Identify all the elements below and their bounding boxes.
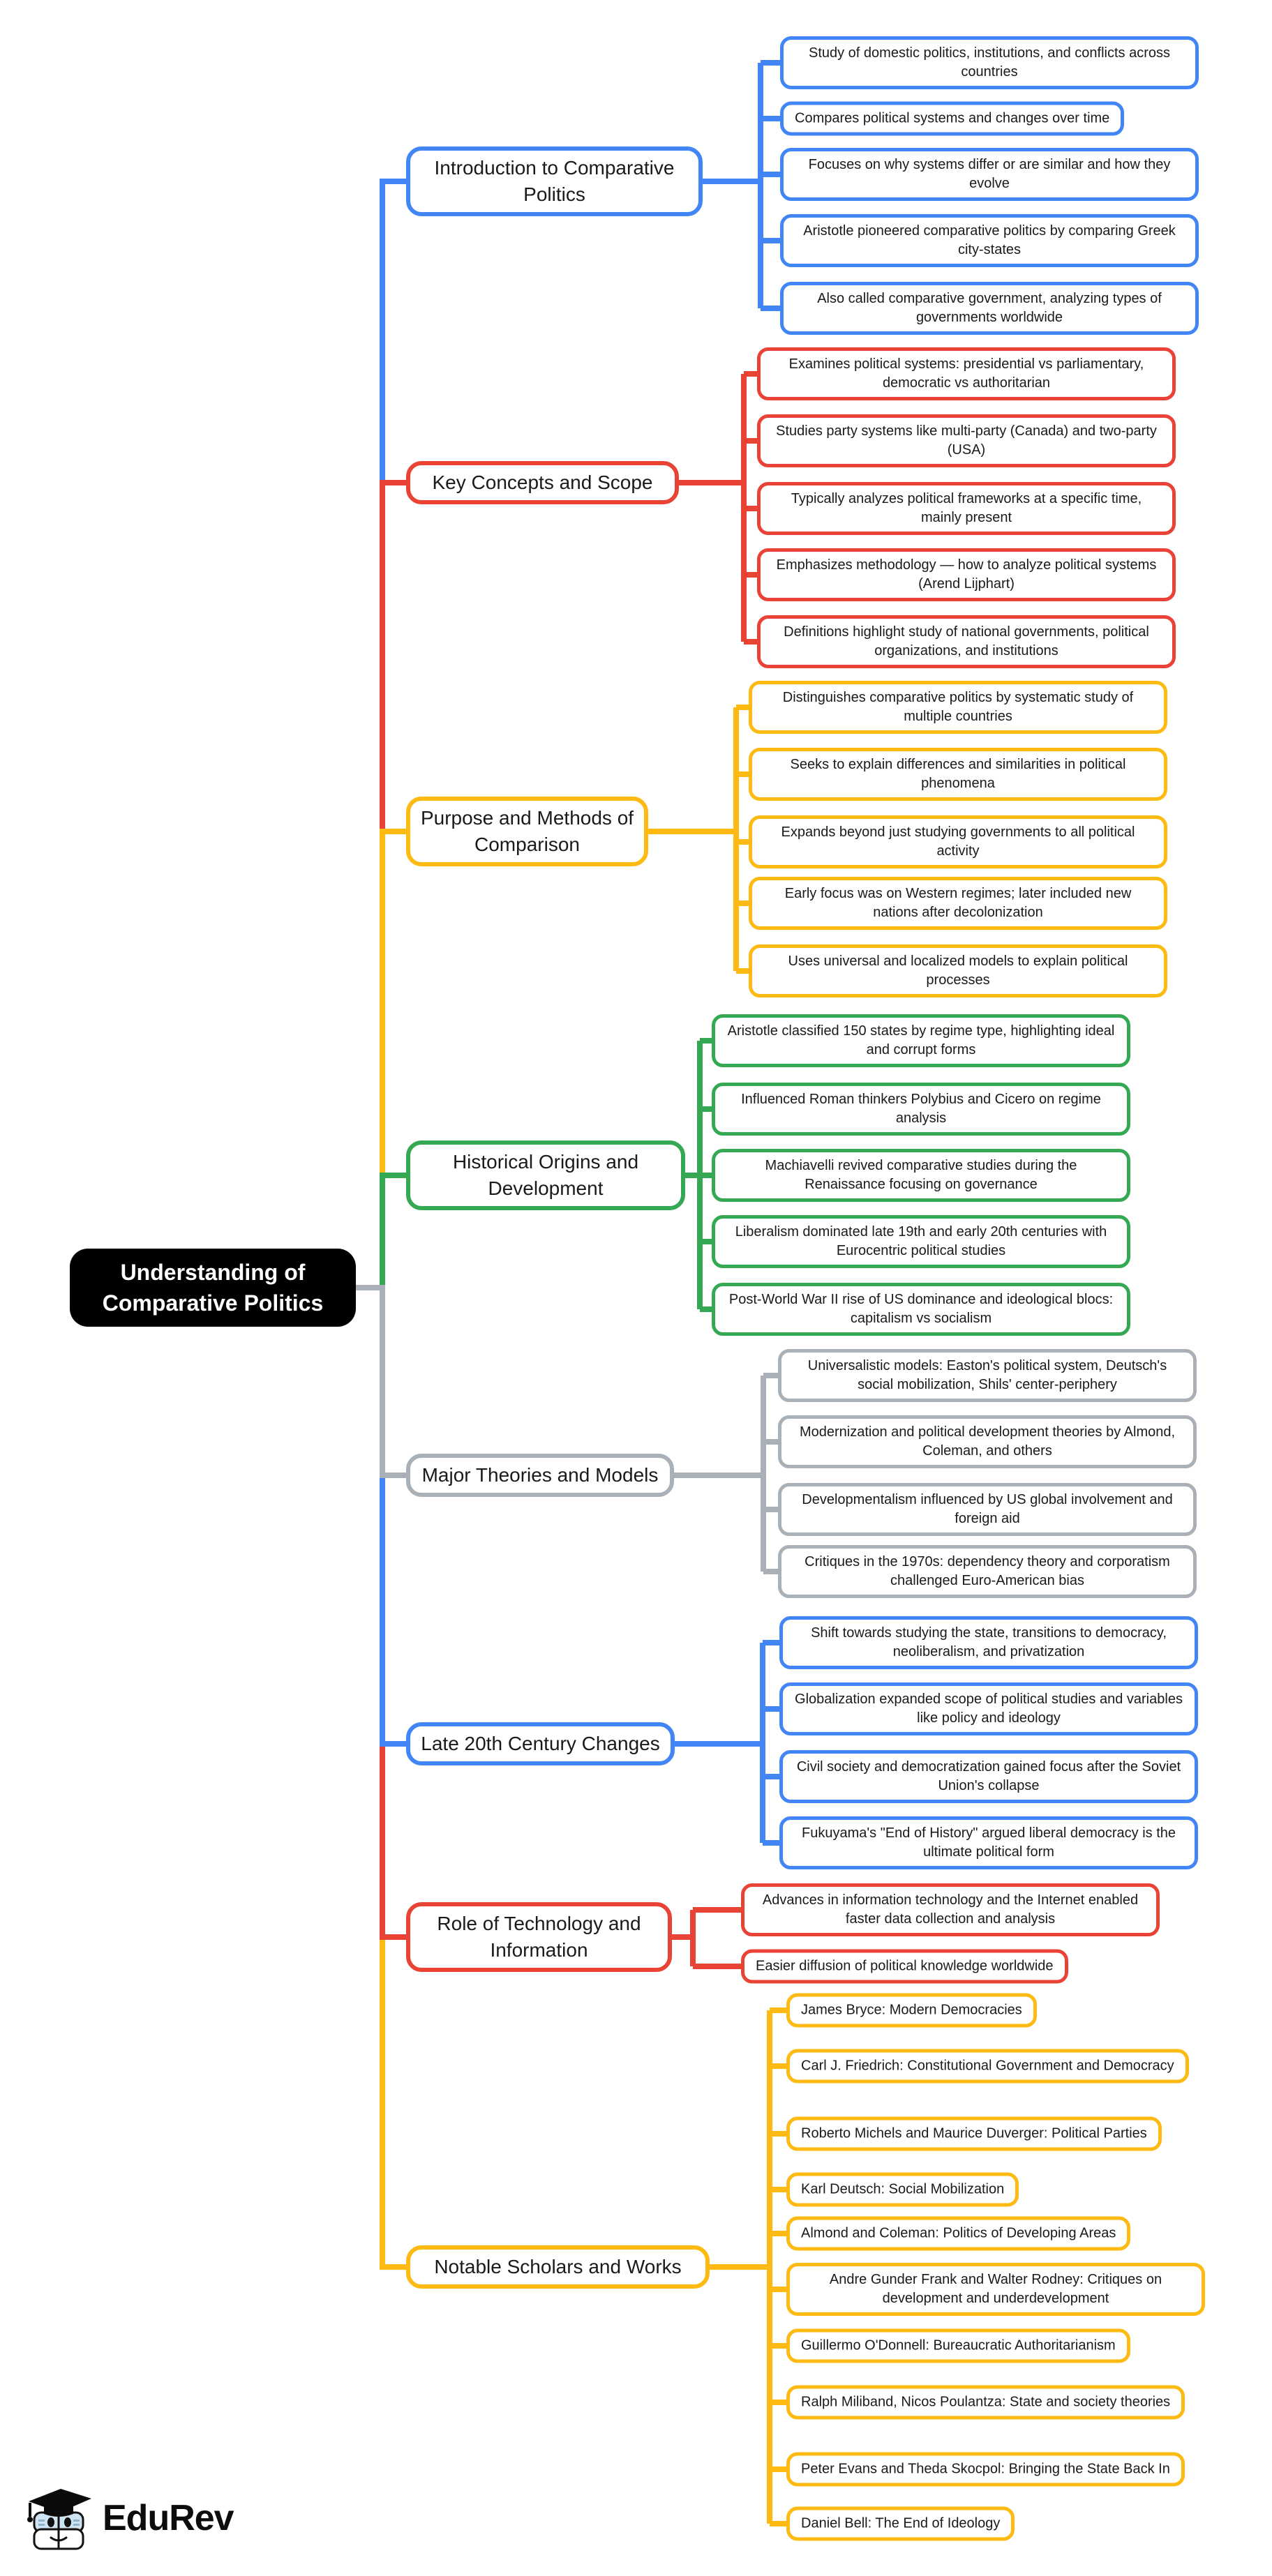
leaf-node[interactable]: Modernization and political development theories by Almond, Coleman, and others (778, 1415, 1197, 1468)
leaf-node[interactable]: Carl J. Friedrich: Constitutional Government and Democracy (786, 2049, 1189, 2084)
branch-node[interactable]: Major Theories and Models (406, 1454, 674, 1497)
edurev-logo-text: EduRev (103, 2498, 234, 2538)
leaf-node[interactable]: Easier diffusion of political knowledge worldwide (741, 1950, 1068, 1984)
leaf-node[interactable]: Globalization expanded scope of political studies and variables like policy and ideology (779, 1682, 1198, 1735)
leaf-node[interactable]: Universalistic models: Easton's political system, Deutsch's social mobilization, Shils' center-periphery (778, 1349, 1197, 1402)
leaf-node[interactable]: Fukuyama's "End of History" argued liberal democracy is the ultimate political form (779, 1816, 1198, 1869)
leaf-node[interactable]: Andre Gunder Frank and Walter Rodney: Critiques on development and underdevelopment (786, 2263, 1205, 2316)
leaf-node[interactable]: Early focus was on Western regimes; later included new nations after decolonization (749, 877, 1167, 930)
leaf-node[interactable]: Civil society and democratization gained focus after the Soviet Union's collapse (779, 1750, 1198, 1803)
branch-node[interactable]: Late 20th Century Changes (406, 1722, 675, 1765)
leaf-node[interactable]: Also called comparative government, analyzing types of governments worldwide (780, 282, 1199, 335)
leaf-node[interactable]: Studies party systems like multi-party (Canada) and two-party (USA) (757, 414, 1176, 467)
branch-link (382, 181, 406, 1288)
branch-node[interactable]: Historical Origins and Development (406, 1140, 685, 1210)
branch-node[interactable]: Role of Technology and Information (406, 1902, 672, 1972)
leaf-node[interactable]: Emphasizes methodology — how to analyze political systems (Arend Lijphart) (757, 548, 1176, 601)
leaf-node[interactable]: James Bryce: Modern Democracies (786, 1994, 1037, 2028)
leaf-node[interactable]: Seeks to explain differences and similarities in political phenomena (749, 748, 1167, 801)
branch-link (382, 1175, 406, 1288)
root-node[interactable]: Understanding of Comparative Politics (70, 1249, 356, 1327)
leaf-node[interactable]: Compares political systems and changes over time (780, 102, 1124, 136)
leaf-node[interactable]: Almond and Coleman: Politics of Developing Areas (786, 2217, 1130, 2251)
leaf-node[interactable]: Roberto Michels and Maurice Duverger: Political Parties (786, 2117, 1162, 2151)
leaf-node[interactable]: Influenced Roman thinkers Polybius and Cicero on regime analysis (712, 1083, 1130, 1136)
leaf-node[interactable]: Expands beyond just studying governments to all political activity (749, 815, 1167, 868)
branch-node[interactable]: Notable Scholars and Works (406, 2245, 710, 2289)
branch-link (382, 1288, 406, 1744)
leaf-node[interactable]: Developmentalism influenced by US global involvement and foreign aid (778, 1483, 1197, 1536)
leaf-node[interactable]: Advances in information technology and the Internet enabled faster data collection and analysis (741, 1883, 1160, 1936)
leaf-node[interactable]: Distinguishes comparative politics by systematic study of multiple countries (749, 681, 1167, 734)
leaf-node[interactable]: Critiques in the 1970s: dependency theory and corporatism challenged Euro-American bias (778, 1545, 1197, 1598)
leaf-node[interactable]: Guillermo O'Donnell: Bureaucratic Authoritarianism (786, 2329, 1130, 2363)
leaf-node[interactable]: Aristotle classified 150 states by regime type, highlighting ideal and corrupt forms (712, 1014, 1130, 1067)
leaf-node[interactable]: Aristotle pioneered comparative politics by comparing Greek city-states (780, 214, 1199, 267)
leaf-node[interactable]: Daniel Bell: The End of Ideology (786, 2507, 1015, 2541)
leaf-node[interactable]: Liberalism dominated late 19th and early 20th centuries with Eurocentric political studies (712, 1215, 1130, 1268)
leaf-node[interactable]: Ralph Miliband, Nicos Poulantza: State and society theories (786, 2386, 1185, 2420)
leaf-node[interactable]: Machiavelli revived comparative studies during the Renaissance focusing on governance (712, 1149, 1130, 1202)
branch-link (382, 1288, 406, 2267)
branch-node[interactable]: Introduction to Comparative Politics (406, 146, 703, 216)
leaf-node[interactable]: Focuses on why systems differ or are similar and how they evolve (780, 148, 1199, 201)
edurev-logo (24, 2483, 234, 2553)
branch-node[interactable]: Key Concepts and Scope (406, 461, 679, 504)
leaf-node[interactable]: Karl Deutsch: Social Mobilization (786, 2173, 1019, 2207)
leaf-node[interactable]: Examines political systems: presidential vs parliamentary, democratic vs authoritarian (757, 347, 1176, 400)
branch-link (382, 831, 406, 1288)
branch-link (382, 1288, 406, 1937)
leaf-node[interactable]: Definitions highlight study of national governments, political organizations, and institutions (757, 615, 1176, 668)
leaf-node[interactable]: Uses universal and localized models to explain political processes (749, 944, 1167, 997)
leaf-node[interactable]: Study of domestic politics, institutions, and conflicts across countries (780, 36, 1199, 89)
leaf-node[interactable]: Post-World War II rise of US dominance and ideological blocs: capitalism vs socialism (712, 1283, 1130, 1336)
edurev-mascot-icon (24, 2483, 93, 2553)
leaf-node[interactable]: Shift towards studying the state, transitions to democracy, neoliberalism, and privatization (779, 1616, 1198, 1669)
branch-link (382, 483, 406, 1288)
branch-link (382, 1288, 406, 1475)
branch-node[interactable]: Purpose and Methods of Comparison (406, 797, 648, 866)
leaf-node[interactable]: Typically analyzes political frameworks at a specific time, mainly present (757, 482, 1176, 535)
leaf-node[interactable]: Peter Evans and Theda Skocpol: Bringing the State Back In (786, 2453, 1185, 2487)
